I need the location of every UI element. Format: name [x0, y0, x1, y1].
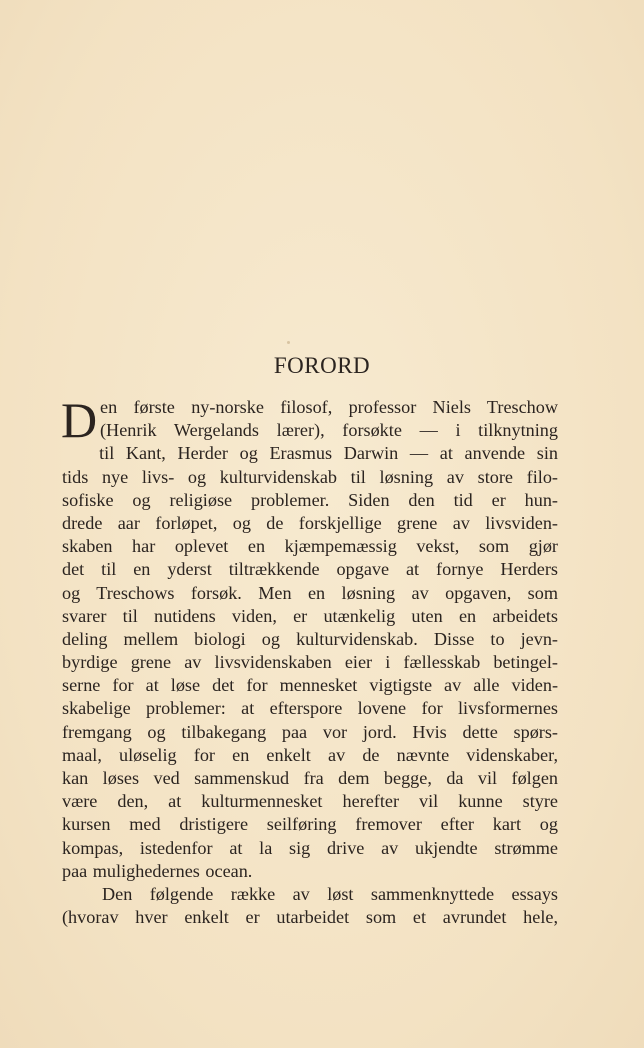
text-line: til Kant, Herder og Erasmus Darwin — at anvende sin	[99, 443, 558, 464]
text-line: kompas, istedenfor at la sig drive av ukjendte strømme	[62, 837, 558, 858]
text-line: svarer til nutidens viden, er utænkelig uten en arbeidets	[62, 605, 558, 626]
text-line: deling mellem biologi og kulturvidenskab. Disse to jevn-	[62, 628, 558, 649]
text-line: tids nye livs- og kulturvidenskab til løsning av store filo-	[62, 466, 558, 487]
text-line: maal, uløselig for en enkelt av de nævnte videnskaber,	[62, 744, 558, 765]
text-line: drede aar forløpet, og de forskjellige grene av livsviden-	[62, 512, 558, 533]
text-line: serne for at løse det for mennesket vigtigste av alle viden-	[62, 675, 558, 696]
text-line: sofiske og religiøse problemer. Siden den tid er hun-	[62, 489, 558, 510]
page-title: FORORD	[273, 353, 371, 378]
text-line: paa mulighedernes ocean.	[62, 860, 253, 881]
text-line: (Henrik Wergelands lærer), forsøkte — i tilknytning	[100, 420, 558, 441]
text-line: en første ny-norske filosof, professor Niels Treschow	[100, 397, 558, 417]
text-line: og Treschows forsøk. Men en løsning av opgaven, som	[62, 582, 558, 603]
text-line: kan løses ved sammenskud fra dem begge, da vil følgen	[62, 768, 558, 788]
body-text	[61, 392, 558, 929]
text-line: skaben har oplevet en kjæmpemæssig vekst, som gjør	[62, 536, 558, 557]
text-line: det til en yderst tiltrækkende opgave at fornye Herders	[62, 559, 558, 580]
text-line: skabelige problemer: at efterspore lovene for livsformernes	[62, 698, 558, 719]
text-line: byrdige grene av livsvidenskaben eier i fællesskab betingel-	[62, 652, 558, 673]
paper-speck	[287, 341, 290, 344]
text-line: være den, at kulturmennesket herefter vil kunne styre	[62, 791, 558, 812]
text-line: fremgang og tilbakegang paa vor jord. Hvis dette spørs-	[62, 721, 558, 742]
text-line: kursen med dristigere seilføring fremover efter kart og	[62, 814, 558, 835]
text-line: Den følgende række av løst sammenknyttede essays	[102, 883, 558, 904]
drop-cap: D	[61, 392, 98, 448]
text-line: (hvorav hver enkelt er utarbeidet som et avrundet hele,	[62, 907, 558, 928]
